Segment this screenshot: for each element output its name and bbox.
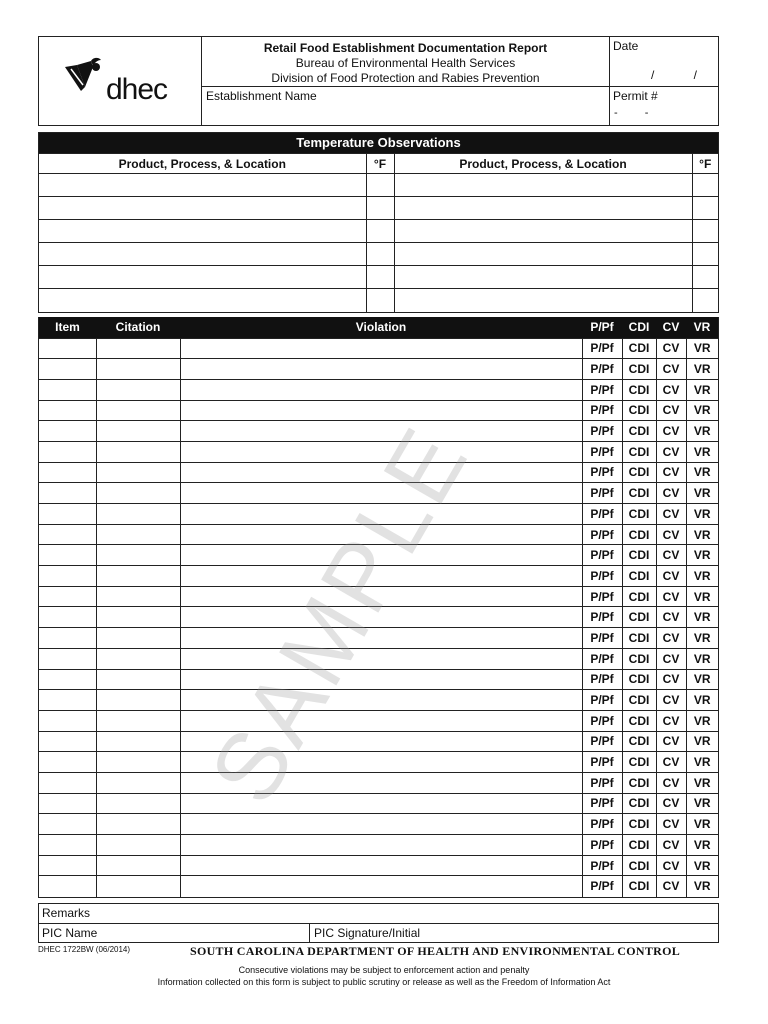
code-cdi-cell[interactable]: CDI [622, 524, 656, 545]
item-cell[interactable] [39, 504, 96, 525]
code-vr-cell[interactable]: VR [686, 462, 718, 483]
product-cell-left[interactable] [39, 197, 366, 220]
code-vr-cell[interactable]: VR [686, 545, 718, 566]
code-p-pf-cell[interactable]: P/Pf [582, 752, 622, 773]
code-cv-cell[interactable]: CV [656, 690, 686, 711]
code-cv-cell[interactable]: CV [656, 772, 686, 793]
code-cdi-cell[interactable]: CDI [622, 772, 656, 793]
code-cdi-cell[interactable]: CDI [622, 338, 656, 359]
violation-cell[interactable] [180, 359, 582, 380]
code-cv-cell[interactable]: CV [656, 669, 686, 690]
item-cell[interactable] [39, 421, 96, 442]
form-number: DHEC 1722BW (06/2014) [38, 945, 131, 954]
citation-cell[interactable] [96, 855, 180, 876]
code-cv-cell[interactable]: CV [656, 648, 686, 669]
code-vr-cell[interactable]: VR [686, 731, 718, 752]
item-cell[interactable] [39, 814, 96, 835]
violation-row [39, 669, 718, 690]
code-cv-cell[interactable]: CV [656, 586, 686, 607]
enforcement-note: Consecutive violations may be subject to enforcement action and penalty [238, 965, 530, 975]
code-p-pf-cell[interactable]: P/Pf [582, 814, 622, 835]
violations-table [39, 317, 718, 897]
product-cell-left[interactable] [39, 174, 366, 197]
temperature-row [39, 174, 718, 197]
code-p-pf-cell[interactable]: P/Pf [582, 359, 622, 380]
code-cv-cell[interactable]: CV [656, 441, 686, 462]
citation-cell[interactable] [96, 752, 180, 773]
pic-name-label[interactable]: PIC Name [42, 926, 98, 940]
code-p-pf-cell[interactable]: P/Pf [582, 545, 622, 566]
violation-row [39, 648, 718, 669]
code-cv-cell[interactable]: CV [656, 483, 686, 504]
item-cell[interactable] [39, 359, 96, 380]
code-cdi-cell[interactable]: CDI [622, 731, 656, 752]
violation-row [39, 876, 718, 897]
citation-cell[interactable] [96, 669, 180, 690]
temperature-row [39, 220, 718, 243]
temperature-table [39, 153, 718, 312]
code-vr-cell[interactable]: VR [686, 607, 718, 628]
temp-cell-left[interactable] [366, 220, 394, 243]
temp-cell-left[interactable] [366, 174, 394, 197]
citation-cell[interactable] [96, 545, 180, 566]
citation-cell[interactable] [96, 462, 180, 483]
code-cdi-cell[interactable]: CDI [622, 400, 656, 421]
date-label: Date [613, 39, 639, 53]
violations-col-header: Violation [180, 317, 582, 338]
violation-cell[interactable] [180, 483, 582, 504]
violation-cell[interactable] [180, 400, 582, 421]
temp-cell-right[interactable] [692, 174, 718, 197]
code-vr-cell[interactable]: VR [686, 504, 718, 525]
item-cell[interactable] [39, 524, 96, 545]
citation-cell[interactable] [96, 338, 180, 359]
violation-row [39, 545, 718, 566]
item-cell[interactable] [39, 855, 96, 876]
logo-cell [39, 37, 202, 125]
code-cdi-cell[interactable]: CDI [622, 628, 656, 649]
violation-row [39, 462, 718, 483]
violation-cell[interactable] [180, 379, 582, 400]
code-cv-cell[interactable]: CV [656, 793, 686, 814]
code-vr-cell[interactable]: VR [686, 628, 718, 649]
violation-cell[interactable] [180, 752, 582, 773]
item-cell[interactable] [39, 731, 96, 752]
temp-cell-right[interactable] [692, 197, 718, 220]
violation-row [39, 359, 718, 380]
code-cdi-cell[interactable]: CDI [622, 483, 656, 504]
code-cdi-cell[interactable]: CDI [622, 648, 656, 669]
code-cv-cell[interactable]: CV [656, 628, 686, 649]
foia-note: Information collected on this form is subject to public scrutiny or release as well as the Freedom of Information Act [157, 977, 611, 987]
code-cv-cell[interactable]: CV [656, 504, 686, 525]
code-p-pf-cell[interactable]: P/Pf [582, 690, 622, 711]
temperature-header-row [39, 154, 718, 174]
code-vr-cell[interactable]: VR [686, 338, 718, 359]
citation-cell[interactable] [96, 690, 180, 711]
code-p-pf-cell[interactable]: P/Pf [582, 731, 622, 752]
code-cv-cell[interactable]: CV [656, 835, 686, 856]
code-vr-cell[interactable]: VR [686, 441, 718, 462]
product-cell-right[interactable] [394, 266, 692, 289]
code-vr-cell[interactable]: VR [686, 710, 718, 731]
form-header [38, 36, 719, 126]
violations-col-header: VR [686, 317, 718, 338]
violation-cell[interactable] [180, 607, 582, 628]
product-cell-right[interactable] [394, 197, 692, 220]
item-cell[interactable] [39, 876, 96, 897]
citation-cell[interactable] [96, 441, 180, 462]
title-cell [202, 37, 610, 87]
citation-cell[interactable] [96, 483, 180, 504]
code-vr-cell[interactable]: VR [686, 524, 718, 545]
code-cv-cell[interactable]: CV [656, 524, 686, 545]
citation-cell[interactable] [96, 710, 180, 731]
violation-cell[interactable] [180, 710, 582, 731]
item-cell[interactable] [39, 545, 96, 566]
citation-cell[interactable] [96, 772, 180, 793]
code-p-pf-cell[interactable]: P/Pf [582, 628, 622, 649]
code-vr-cell[interactable]: VR [686, 648, 718, 669]
code-vr-cell[interactable]: VR [686, 400, 718, 421]
temperature-row [39, 197, 718, 220]
pic-row [38, 923, 719, 943]
violation-cell[interactable] [180, 628, 582, 649]
citation-cell[interactable] [96, 607, 180, 628]
violation-row [39, 483, 718, 504]
code-cdi-cell[interactable]: CDI [622, 379, 656, 400]
code-p-pf-cell[interactable]: P/Pf [582, 566, 622, 587]
temp-cell-right[interactable] [692, 220, 718, 243]
code-p-pf-cell[interactable]: P/Pf [582, 855, 622, 876]
violation-cell[interactable] [180, 690, 582, 711]
violation-row [39, 524, 718, 545]
code-p-pf-cell[interactable]: P/Pf [582, 835, 622, 856]
item-cell[interactable] [39, 772, 96, 793]
violation-row [39, 814, 718, 835]
temperature-title: Temperature Observations [39, 133, 718, 153]
code-cv-cell[interactable]: CV [656, 379, 686, 400]
violation-cell[interactable] [180, 462, 582, 483]
violation-row [39, 400, 718, 421]
code-p-pf-cell[interactable]: P/Pf [582, 586, 622, 607]
code-vr-cell[interactable]: VR [686, 752, 718, 773]
code-cv-cell[interactable]: CV [656, 359, 686, 380]
product-header-left: Product, Process, & Location [39, 154, 366, 174]
bureau-line: Bureau of Environmental Health Services [295, 56, 516, 70]
violation-cell[interactable] [180, 545, 582, 566]
permit-dashes: - - [614, 107, 649, 119]
code-vr-cell[interactable]: VR [686, 835, 718, 856]
code-cdi-cell[interactable]: CDI [622, 669, 656, 690]
violation-cell[interactable] [180, 731, 582, 752]
temp-cell-left[interactable] [366, 289, 394, 312]
product-cell-left[interactable] [39, 266, 366, 289]
item-cell[interactable] [39, 648, 96, 669]
temperature-row [39, 266, 718, 289]
code-cdi-cell[interactable]: CDI [622, 690, 656, 711]
establishment-name-field[interactable] [202, 87, 610, 125]
violation-row [39, 710, 718, 731]
citation-cell[interactable] [96, 504, 180, 525]
code-p-pf-cell[interactable]: P/Pf [582, 462, 622, 483]
code-cv-cell[interactable]: CV [656, 855, 686, 876]
dhec-logo-icon [63, 57, 107, 97]
date-field[interactable] [610, 37, 718, 87]
violations-col-header: CV [656, 317, 686, 338]
product-cell-right[interactable] [394, 220, 692, 243]
code-cv-cell[interactable]: CV [656, 338, 686, 359]
code-p-pf-cell[interactable]: P/Pf [582, 607, 622, 628]
violation-row [39, 752, 718, 773]
item-cell[interactable] [39, 752, 96, 773]
violation-cell[interactable] [180, 772, 582, 793]
code-vr-cell[interactable]: VR [686, 690, 718, 711]
code-p-pf-cell[interactable]: P/Pf [582, 338, 622, 359]
code-cdi-cell[interactable]: CDI [622, 441, 656, 462]
item-cell[interactable] [39, 607, 96, 628]
violation-cell[interactable] [180, 338, 582, 359]
violation-row [39, 566, 718, 587]
code-p-pf-cell[interactable]: P/Pf [582, 524, 622, 545]
sample-watermark: SAMPLE [189, 408, 490, 821]
product-cell-left[interactable] [39, 243, 366, 266]
item-cell[interactable] [39, 566, 96, 587]
code-cv-cell[interactable]: CV [656, 814, 686, 835]
citation-cell[interactable] [96, 876, 180, 897]
citation-cell[interactable] [96, 648, 180, 669]
temperature-row [39, 243, 718, 266]
citation-cell[interactable] [96, 524, 180, 545]
division-line: Division of Food Protection and Rabies Prevention [271, 71, 540, 85]
violation-cell[interactable] [180, 586, 582, 607]
violations-section [38, 317, 719, 898]
code-p-pf-cell[interactable]: P/Pf [582, 793, 622, 814]
item-cell[interactable] [39, 379, 96, 400]
violation-cell[interactable] [180, 566, 582, 587]
citation-cell[interactable] [96, 400, 180, 421]
violation-cell[interactable] [180, 421, 582, 442]
code-vr-cell[interactable]: VR [686, 421, 718, 442]
code-vr-cell[interactable]: VR [686, 814, 718, 835]
violation-row [39, 690, 718, 711]
item-cell[interactable] [39, 441, 96, 462]
violation-row [39, 504, 718, 525]
product-cell-right[interactable] [394, 243, 692, 266]
violation-cell[interactable] [180, 793, 582, 814]
code-p-pf-cell[interactable]: P/Pf [582, 441, 622, 462]
code-cdi-cell[interactable]: CDI [622, 462, 656, 483]
violation-row [39, 421, 718, 442]
code-p-pf-cell[interactable]: P/Pf [582, 876, 622, 897]
code-cv-cell[interactable]: CV [656, 462, 686, 483]
code-vr-cell[interactable]: VR [686, 379, 718, 400]
code-cv-cell[interactable]: CV [656, 607, 686, 628]
product-cell-left[interactable] [39, 220, 366, 243]
violation-row [39, 607, 718, 628]
remarks-field[interactable] [38, 903, 719, 924]
violation-row [39, 731, 718, 752]
code-vr-cell[interactable]: VR [686, 772, 718, 793]
code-cv-cell[interactable]: CV [656, 545, 686, 566]
citation-cell[interactable] [96, 566, 180, 587]
code-cv-cell[interactable]: CV [656, 752, 686, 773]
code-cv-cell[interactable]: CV [656, 421, 686, 442]
pic-signature-label[interactable]: PIC Signature/Initial [314, 926, 421, 940]
code-vr-cell[interactable]: VR [686, 359, 718, 380]
code-vr-cell[interactable]: VR [686, 483, 718, 504]
code-p-pf-cell[interactable]: P/Pf [582, 504, 622, 525]
citation-cell[interactable] [96, 731, 180, 752]
citation-cell[interactable] [96, 379, 180, 400]
code-cdi-cell[interactable]: CDI [622, 607, 656, 628]
violation-row [39, 835, 718, 856]
code-cdi-cell[interactable]: CDI [622, 793, 656, 814]
product-cell-left[interactable] [39, 289, 366, 312]
item-cell[interactable] [39, 793, 96, 814]
item-cell[interactable] [39, 628, 96, 649]
violations-col-header: CDI [622, 317, 656, 338]
violation-cell[interactable] [180, 876, 582, 897]
code-vr-cell[interactable]: VR [686, 876, 718, 897]
code-cdi-cell[interactable]: CDI [622, 566, 656, 587]
code-vr-cell[interactable]: VR [686, 669, 718, 690]
violation-row [39, 772, 718, 793]
pic-divider [309, 924, 310, 942]
code-cdi-cell[interactable]: CDI [622, 835, 656, 856]
violation-cell[interactable] [180, 648, 582, 669]
code-p-pf-cell[interactable]: P/Pf [582, 710, 622, 731]
temp-header-right: °F [692, 154, 718, 174]
code-cdi-cell[interactable]: CDI [622, 504, 656, 525]
code-cdi-cell[interactable]: CDI [622, 876, 656, 897]
violation-cell[interactable] [180, 814, 582, 835]
violations-col-header: Item [39, 317, 96, 338]
item-cell[interactable] [39, 586, 96, 607]
citation-cell[interactable] [96, 586, 180, 607]
code-p-pf-cell[interactable]: P/Pf [582, 648, 622, 669]
item-cell[interactable] [39, 338, 96, 359]
temp-cell-left[interactable] [366, 197, 394, 220]
violation-cell[interactable] [180, 441, 582, 462]
code-vr-cell[interactable]: VR [686, 586, 718, 607]
code-p-pf-cell[interactable]: P/Pf [582, 483, 622, 504]
item-cell[interactable] [39, 669, 96, 690]
code-cdi-cell[interactable]: CDI [622, 814, 656, 835]
product-header-right: Product, Process, & Location [394, 154, 692, 174]
violations-col-header: P/Pf [582, 317, 622, 338]
code-vr-cell[interactable]: VR [686, 793, 718, 814]
code-cv-cell[interactable]: CV [656, 400, 686, 421]
item-cell[interactable] [39, 690, 96, 711]
code-cv-cell[interactable]: CV [656, 876, 686, 897]
violation-cell[interactable] [180, 504, 582, 525]
code-vr-cell[interactable]: VR [686, 566, 718, 587]
violation-cell[interactable] [180, 524, 582, 545]
citation-cell[interactable] [96, 359, 180, 380]
citation-cell[interactable] [96, 421, 180, 442]
product-cell-right[interactable] [394, 174, 692, 197]
date-slashes: / / [651, 68, 698, 82]
logo-text: dhec [106, 73, 168, 106]
remarks-label: Remarks [42, 906, 91, 920]
violations-col-header: Citation [96, 317, 180, 338]
violation-cell[interactable] [180, 669, 582, 690]
citation-cell[interactable] [96, 793, 180, 814]
code-p-pf-cell[interactable]: P/Pf [582, 400, 622, 421]
temp-header-left: °F [366, 154, 394, 174]
code-cv-cell[interactable]: CV [656, 566, 686, 587]
item-cell[interactable] [39, 710, 96, 731]
code-cdi-cell[interactable]: CDI [622, 421, 656, 442]
code-cdi-cell[interactable]: CDI [622, 586, 656, 607]
code-cdi-cell[interactable]: CDI [622, 752, 656, 773]
code-cv-cell[interactable]: CV [656, 731, 686, 752]
violations-header-row [39, 317, 718, 338]
temperature-observations [38, 132, 719, 313]
code-p-pf-cell[interactable]: P/Pf [582, 772, 622, 793]
item-cell[interactable] [39, 462, 96, 483]
temperature-row [39, 289, 718, 312]
code-cdi-cell[interactable]: CDI [622, 545, 656, 566]
code-cdi-cell[interactable]: CDI [622, 855, 656, 876]
establishment-name-label: Establishment Name [206, 89, 317, 103]
citation-cell[interactable] [96, 814, 180, 835]
temp-cell-left[interactable] [366, 243, 394, 266]
item-cell[interactable] [39, 835, 96, 856]
product-cell-right[interactable] [394, 289, 692, 312]
citation-cell[interactable] [96, 628, 180, 649]
violation-row [39, 586, 718, 607]
violation-row [39, 379, 718, 400]
code-cv-cell[interactable]: CV [656, 710, 686, 731]
report-title: Retail Food Establishment Documentation Report [263, 41, 548, 55]
code-cdi-cell[interactable]: CDI [622, 710, 656, 731]
violation-row [39, 441, 718, 462]
citation-cell[interactable] [96, 835, 180, 856]
code-vr-cell[interactable]: VR [686, 855, 718, 876]
code-p-pf-cell[interactable]: P/Pf [582, 669, 622, 690]
item-cell[interactable] [39, 400, 96, 421]
item-cell[interactable] [39, 483, 96, 504]
temp-cell-right[interactable] [692, 289, 718, 312]
violation-row [39, 793, 718, 814]
permit-field[interactable] [610, 87, 718, 125]
violation-cell[interactable] [180, 835, 582, 856]
violation-row [39, 855, 718, 876]
temp-cell-right[interactable] [692, 243, 718, 266]
agency-name: SOUTH CAROLINA DEPARTMENT OF HEALTH AND ENVIRONMENTAL CONTROL [189, 944, 681, 958]
code-p-pf-cell[interactable]: P/Pf [582, 421, 622, 442]
temp-cell-right[interactable] [692, 266, 718, 289]
violation-cell[interactable] [180, 855, 582, 876]
temp-cell-left[interactable] [366, 266, 394, 289]
permit-label: Permit # [613, 89, 658, 103]
violation-row [39, 628, 718, 649]
code-p-pf-cell[interactable]: P/Pf [582, 379, 622, 400]
code-cdi-cell[interactable]: CDI [622, 359, 656, 380]
violation-row [39, 338, 718, 359]
